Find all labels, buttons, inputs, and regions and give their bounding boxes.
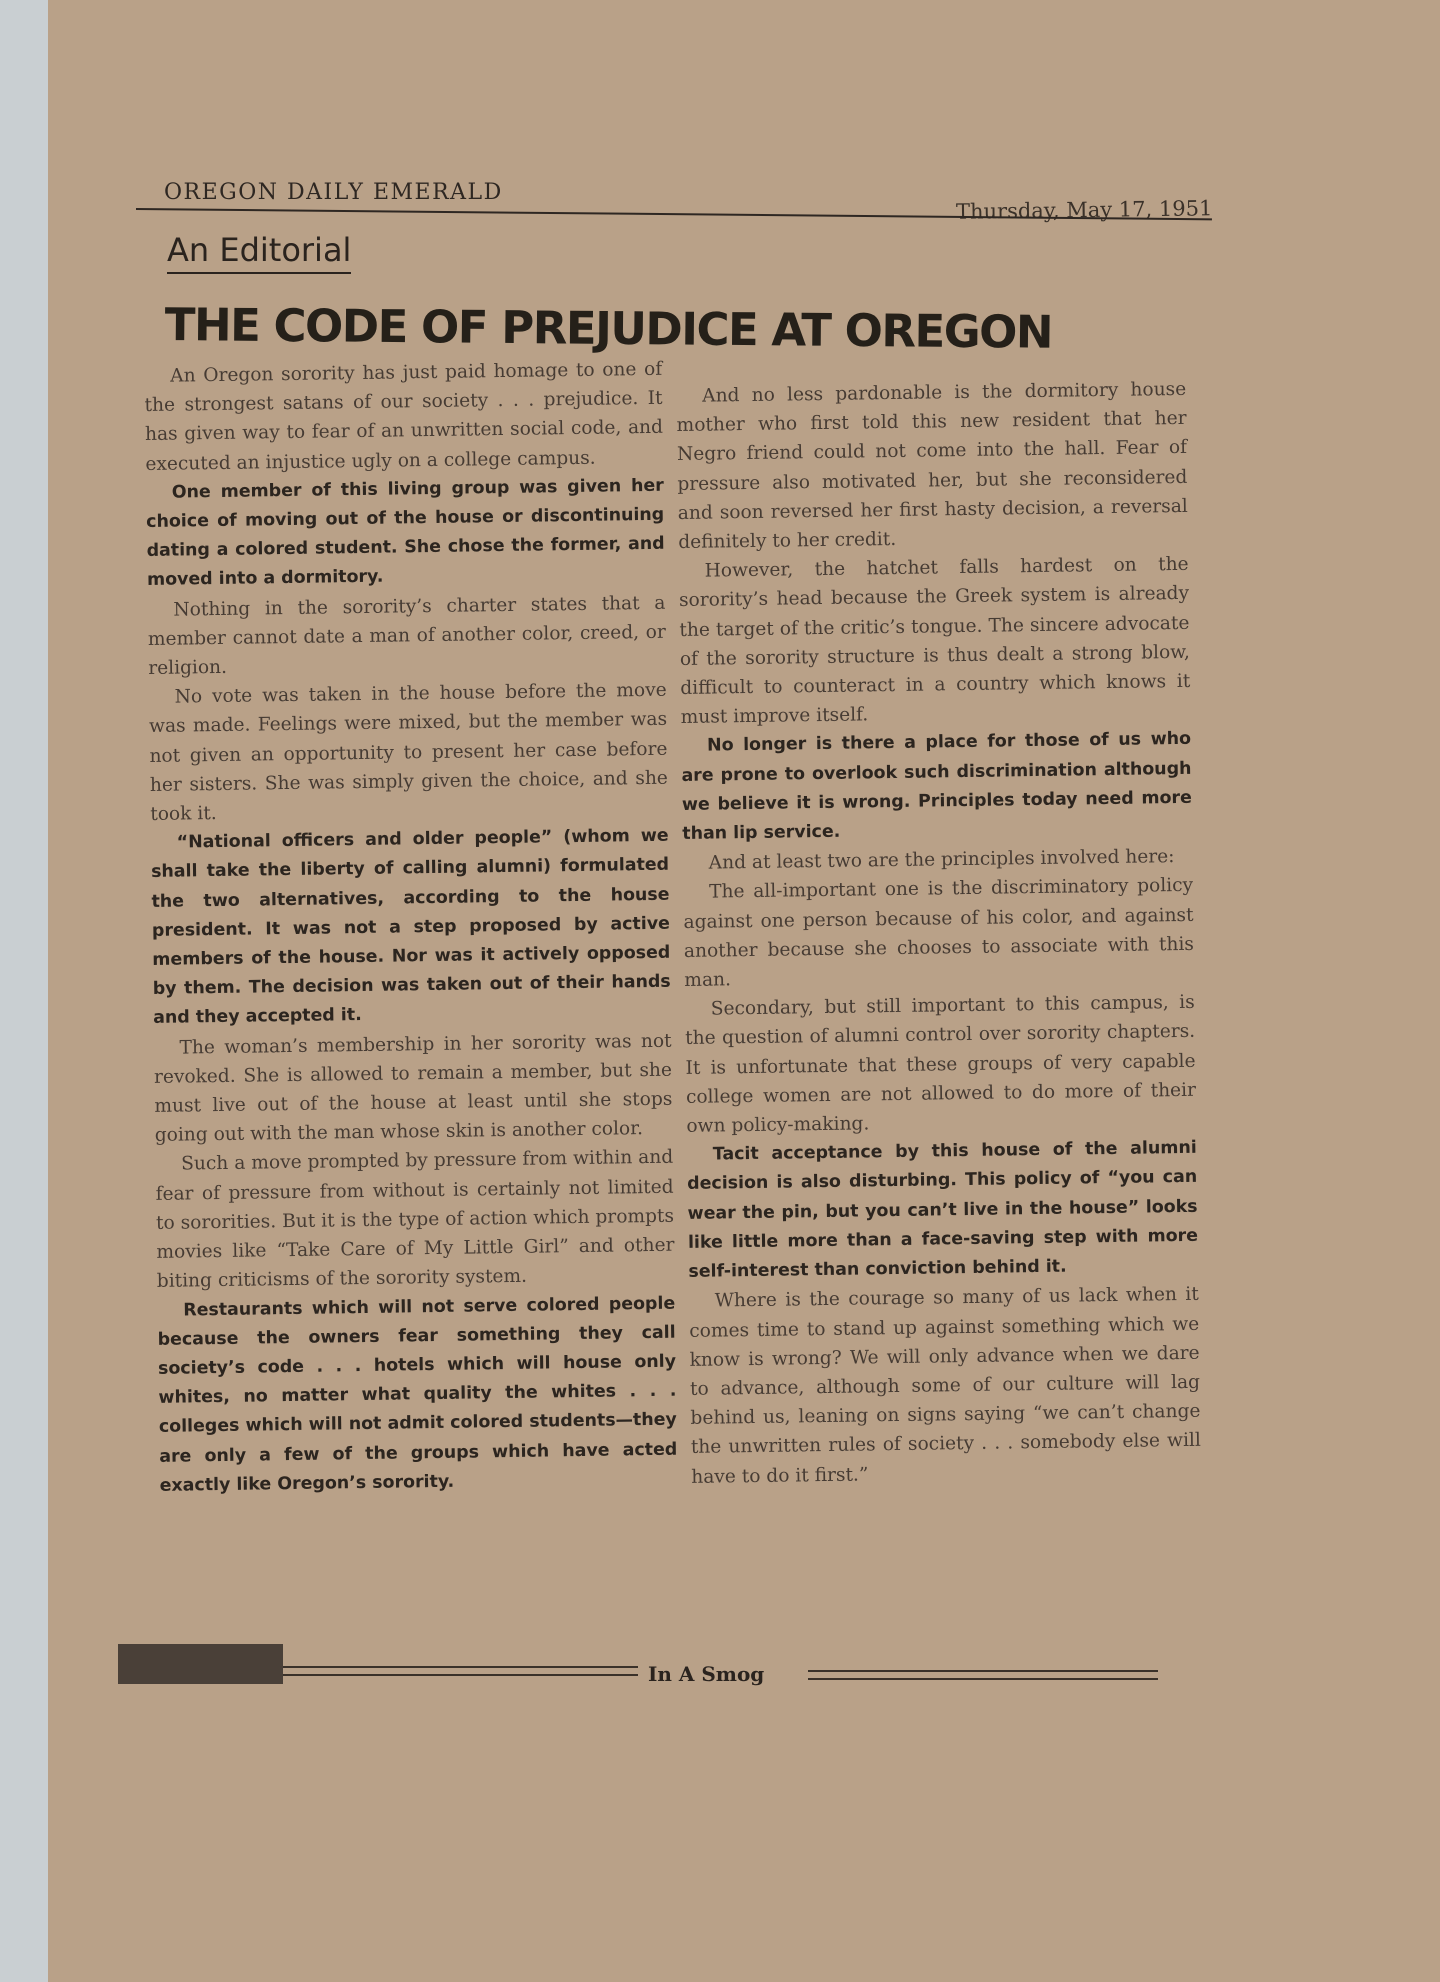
- paragraph: And no less pardonable is the dormitory house mother who first told this new resident that her Negro friend could not come into the hall. Fear of pressure also motivated her, but she reconsidered and soon reversed her first hasty decision, a reversal definitely to her credit.: [676, 378, 1188, 553]
- paragraph: And at least two are the principles involved here:: [708, 846, 1175, 874]
- newspaper-name: OREGON DAILY EMERALD: [164, 180, 503, 205]
- paragraph: Secondary, but still important to this campus, is the question of alumni control over sorority chapters. It is unfortunate that these groups of very capable college women are not allowed to do more of their own policy-making.: [685, 992, 1197, 1138]
- paragraph: Nothing in the sorority’s charter states that a member cannot date a man of another color, creed, or religion.: [147, 592, 666, 680]
- paragraph: An Oregon sorority has just paid homage to one of the strongest satans of our society . . . prejudice. It has given way to fear of an unwritten social code, and executed an injustice ugly on a college campus.: [144, 358, 664, 475]
- paragraph: Tacit acceptance by this house of the alumni decision is also disturbing. This policy of “you can wear the pin, but you can’t live in the house” looks like little more than a face-saving step with more self-interest than conviction behind it.: [687, 1138, 1199, 1283]
- headline: THE CODE OF PREJUDICE AT OREGON: [164, 298, 1053, 359]
- editorial-kicker: An Editorial: [167, 230, 351, 274]
- paragraph: Where is the courage so many of us lack when it comes time to stand up against something which we know is wrong? We will only advance when we dare to advance, although some of our culture will lag behind us, leaning on signs saying “we can’t change the unwritten rules of society . . . somebody else will have to do it first.”: [689, 1284, 1201, 1488]
- paragraph: Such a move prompted by pressure from within and fear of pressure from without is certainly not limited to sororities. But it is the type of action which prompts movies like “Take Care of My Little Girl” and other biting criticisms of the sorority system.: [155, 1147, 675, 1293]
- left-column: [144, 355, 678, 1501]
- paragraph: No longer is there a place for those of us who are prone to overlook such discrimination although we believe it is wrong. Principles today need more than lip service.: [681, 729, 1192, 845]
- scan-edge: [0, 0, 50, 1982]
- paragraph: Restaurants which will not serve colored people because the owners fear something they call society’s code . . . hotels which will house only whites, no matter what quality the whites . . . colleges which will not admit colored students—they are only a few of the groups which have acted exactly like Oregon’s sorority.: [157, 1293, 678, 1496]
- footer-section: [118, 1644, 1158, 1684]
- right-column: [676, 375, 1201, 1492]
- footer-rule-right-bottom: [808, 1678, 1158, 1680]
- paragraph: The all-important one is the discriminatory policy against one person because of his color, and against another because she chooses to associate with this man.: [683, 875, 1195, 992]
- issue-date: Thursday, May 17, 1951: [955, 196, 1213, 224]
- paragraph: The woman’s membership in her sorority was not revoked. She is allowed to remain a member, but she must live out of the house at least until she stops going out with the man whose skin is another color.: [153, 1030, 673, 1147]
- column-title: In A Smog: [648, 1662, 765, 1686]
- footer-rule-left-bottom: [283, 1674, 638, 1676]
- footer-rule-left-top: [283, 1666, 638, 1668]
- photo-smudge: [118, 1644, 283, 1684]
- masthead: [136, 178, 1212, 230]
- paragraph: No vote was taken in the house before the move was made. Feelings were mixed, but the member was not given an opportunity to present her case before her sisters. She was simply given the choice, and she took it.: [148, 679, 669, 826]
- paragraph: However, the hatchet falls hardest on the sorority’s head because the Greek system is already the target of the critic’s tongue. The sincere advocate of the sorority structure is thus dealt a strong blow, difficult to counteract in a country which knows it must improve itself.: [678, 554, 1191, 729]
- footer-rule-right-top: [808, 1670, 1158, 1672]
- paragraph: “National officers and older people” (whom we shall take the liberty of calling alumni) formulated the two alternatives, according to the house president. It was not a step proposed by active members of the house. Nor was it actively opposed by them. The decision was taken out of their hands and they accepted it.: [150, 825, 671, 1029]
- paragraph: One member of this living group was given her choice of moving out of the house or discontinuing dating a colored student. She chose the former, and moved into a dormitory.: [146, 475, 665, 591]
